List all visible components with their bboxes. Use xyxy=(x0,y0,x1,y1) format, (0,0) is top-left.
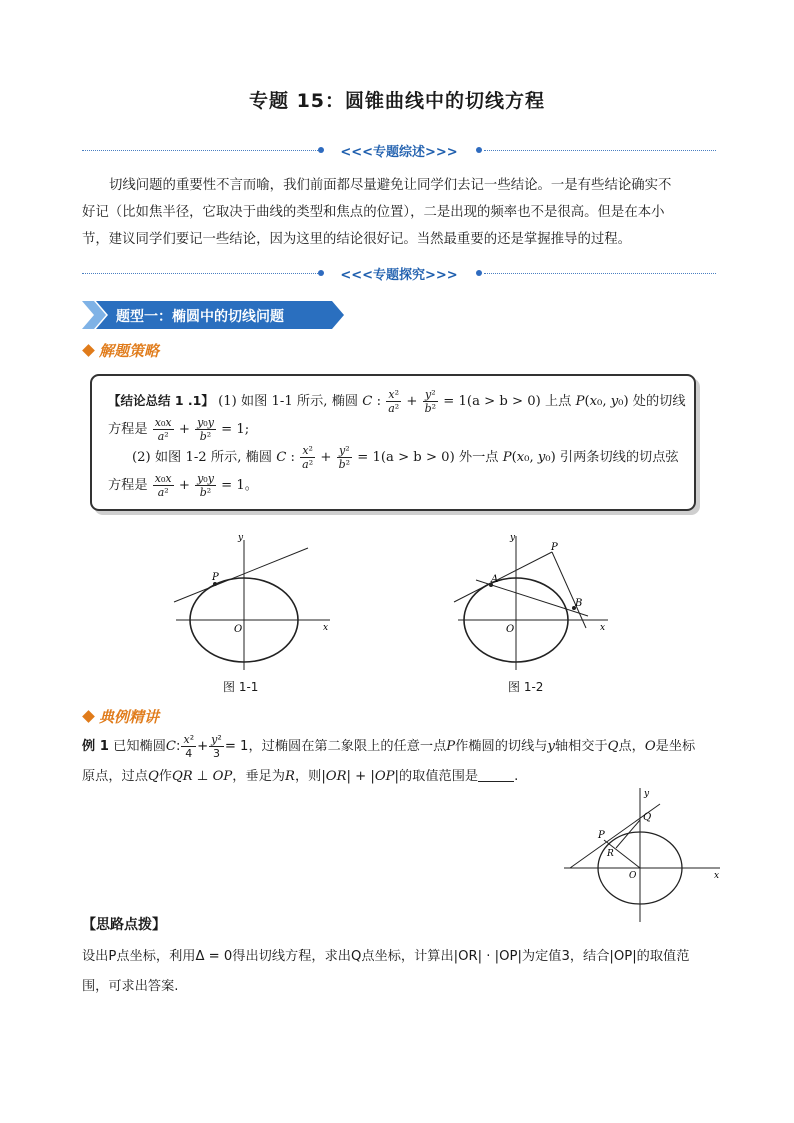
example-figure xyxy=(558,784,728,924)
hint-line: 设出P点坐标，利用Δ = 0得出切线方程，求出Q点坐标，计算出|OR| · |OP|为定值3，结合|OP|的取值范 xyxy=(82,949,690,964)
examples-label: 典例精讲 xyxy=(99,708,160,726)
intro-line: 切线问题的重要性不言而喻，我们前面都尽量避免让同学们去记一些结论。一是有些结论确实不 xyxy=(109,178,672,193)
answer-blank xyxy=(478,767,514,782)
label-b: B xyxy=(575,598,583,609)
text: 方程是 xyxy=(108,422,148,437)
text: (1) 如图 1-1 所示, 椭圆 xyxy=(218,394,359,409)
example-prefix: 例 1 xyxy=(82,739,109,754)
divider xyxy=(484,273,716,274)
conclusion-box xyxy=(90,374,696,511)
label-p: P xyxy=(598,830,605,841)
divider xyxy=(484,150,716,151)
fraction: $\frac{\text{x²}}{\text{a²}}$ xyxy=(388,388,400,415)
fraction: $\frac{\text{x²}}{4}$ xyxy=(183,732,195,760)
divider-dot xyxy=(476,147,482,153)
figure-caption: 图 1-1 xyxy=(223,680,259,694)
text: = 1(a > b > 0) xyxy=(443,394,541,409)
text: . xyxy=(514,769,519,784)
conclusion-line-3: (2) 如图 1-2 所示, 椭圆 C : $\frac{\text{x²}}{\text{a²}}$ + $\frac{\text{y²}}{\text{b²}}$ = 1(a > b > 0) 外一点 P(x₀, y₀) 引两条切线的切点弦 xyxy=(132,444,679,471)
text: 原点，过点 xyxy=(82,769,148,784)
fraction: $\frac{\text{x₀x}}{\text{a²}}$ xyxy=(154,416,172,443)
text: 作 xyxy=(158,769,172,784)
figure-caption: 图 1-2 xyxy=(508,680,544,694)
section-label: <<<专题综述>>> xyxy=(340,145,458,160)
conclusion-line-4: 方程是 $\frac{\text{x₀x}}{\text{a²}}$ + $\frac{\text{y₀y}}{\text{b²}}$ = 1。 xyxy=(108,472,258,499)
text: 的取值范围是 xyxy=(398,769,479,784)
tangent-line-b xyxy=(552,552,586,628)
figure-1-1 xyxy=(168,530,338,680)
text: 作椭圆的切线与 xyxy=(455,739,548,754)
examples-heading xyxy=(84,706,159,727)
section-header-overview xyxy=(82,143,716,159)
conclusion-tag: 【结论总结 1 .1】 xyxy=(108,393,214,408)
fraction: $\frac{\text{y₀y}}{\text{b²}}$ xyxy=(197,472,214,499)
hint-text xyxy=(82,942,716,1002)
example-line-1: 例 1 已知椭圆C: $\frac{\text{x²}}{4}$ + $\frac{\text{y²}}{3}$ = 1，过椭圆在第二象限上的任意一点P作椭圆的切线与y轴相交于Q点，O是坐标 xyxy=(82,732,696,760)
fraction: $\frac{\text{y²}}{\text{b²}}$ xyxy=(338,444,351,471)
label-o: O xyxy=(506,624,515,635)
tangent-line xyxy=(174,548,308,602)
fraction: $\frac{\text{x²}}{\text{a²}}$ xyxy=(302,444,314,471)
fraction: $\frac{\text{y₀y}}{\text{b²}}$ xyxy=(197,416,214,443)
intro-paragraph xyxy=(82,172,716,253)
figure-1-2 xyxy=(448,530,618,680)
hint-heading: 【思路点拨】 xyxy=(82,917,166,933)
label-x: x xyxy=(600,623,606,633)
diamond-icon xyxy=(82,344,95,357)
example-line-2: 原点，过点Q作QR ⊥ OP，垂足为R，则|OR| + |OP|的取值范围是 . xyxy=(82,769,519,784)
example-1 xyxy=(82,732,716,792)
segment-qr xyxy=(616,820,640,848)
fraction: $\frac{\text{y²}}{3}$ xyxy=(211,732,222,760)
strategy-label: 解题策略 xyxy=(99,342,160,360)
text: ，过椭圆在第二象限上的任意一点 xyxy=(248,739,447,754)
text: = 1(a > b > 0) xyxy=(357,450,455,465)
label-y: y xyxy=(510,533,516,543)
banner-label: 题型一：椭圆中的切线问题 xyxy=(116,309,284,325)
intro-line: 节，建议同学们要记一些结论，因为这里的结论很好记。当然最重要的还是掌握推导的过程。 xyxy=(82,232,632,247)
label-o: O xyxy=(629,871,637,881)
hint-line: 围，可求出答案. xyxy=(82,979,179,994)
label-p: P xyxy=(212,572,219,583)
text: = 1。 xyxy=(221,478,258,493)
tangent-line-a xyxy=(454,552,552,602)
question-type-banner xyxy=(82,301,344,329)
label-r: R xyxy=(607,849,614,859)
page-title: 专题 15：圆锥曲线中的切线方程 xyxy=(248,90,546,112)
strategy-heading xyxy=(84,340,159,361)
fraction: $\frac{\text{y²}}{\text{b²}}$ xyxy=(424,388,437,415)
text: ，则 xyxy=(294,769,322,784)
label-y: y xyxy=(644,789,650,799)
label-q: Q xyxy=(643,812,652,823)
text: 上点 xyxy=(544,394,572,409)
text: 处的切线 xyxy=(632,394,686,409)
text: 方程是 xyxy=(108,478,148,493)
label-y: y xyxy=(238,533,244,543)
text: 轴相交于 xyxy=(554,739,608,754)
intro-line: 好记（比如焦半径，它取决于曲线的类型和焦点的位置），二是出现的频率也不是很高。但是在本小 xyxy=(82,205,665,220)
text: 外一点 xyxy=(458,450,499,465)
text: = 1; xyxy=(221,422,250,437)
text: 点， xyxy=(618,739,645,754)
section-label: <<<专题探究>>> xyxy=(340,268,458,283)
label-x: x xyxy=(323,623,329,633)
label-x: x xyxy=(714,871,720,881)
text: 引两条切线的切点弦 xyxy=(559,450,679,465)
divider-dot xyxy=(476,270,482,276)
fraction: $\frac{\text{x₀x}}{\text{a²}}$ xyxy=(154,472,172,499)
text: 是坐标 xyxy=(655,739,696,754)
section-header-explore xyxy=(82,266,716,282)
diamond-icon xyxy=(82,710,95,723)
label-p: P xyxy=(551,542,558,553)
text: (2) 如图 1-2 所示, 椭圆 xyxy=(132,450,273,465)
conclusion-line-2: 方程是 $\frac{\text{x₀x}}{\text{a²}}$ + $\frac{\text{y₀y}}{\text{b²}}$ = 1; xyxy=(108,416,250,443)
label-a: A xyxy=(491,574,499,585)
label-o: O xyxy=(234,624,243,635)
text: ，垂足为 xyxy=(232,769,285,784)
conclusion-line-1: 【结论总结 1 .1】 (1) 如图 1-1 所示, 椭圆 C : $\frac{\text{x²}}{\text{a²}}$ + $\frac{\text{y²}}{\text{b²}}$ = 1(a > b > 0) 上点 P(x₀, y₀) 处的切线 xyxy=(108,388,686,415)
text: 已知椭圆 xyxy=(113,739,166,754)
